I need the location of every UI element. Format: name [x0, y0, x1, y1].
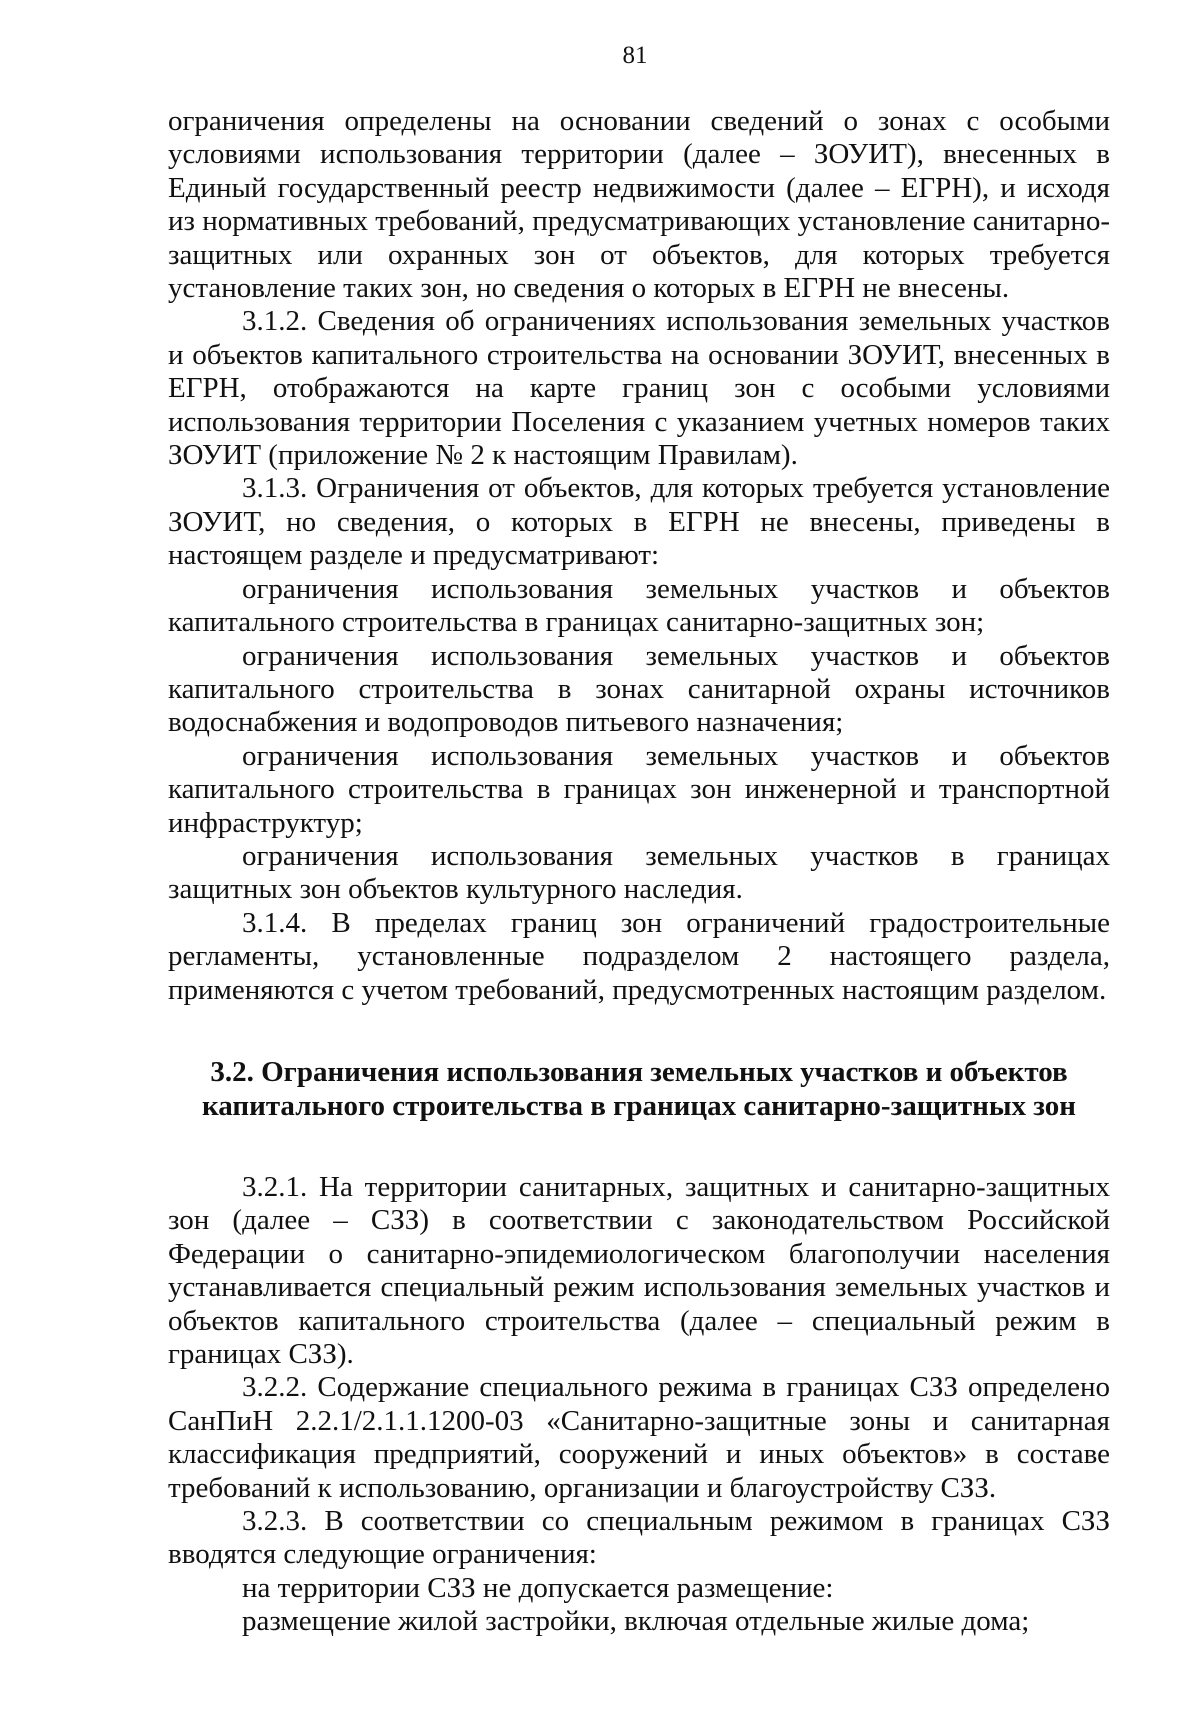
- paragraph-3-1-3: 3.1.3. Ограничения от объектов, для которых требуется установление ЗОУИТ, но сведения, о которых в ЕГРН не внесены, приведены в настоящем разделе и предусматривают:: [168, 472, 1110, 572]
- paragraph-intro: ограничения определены на основании сведений о зонах с особыми условиями использования территории (далее – ЗОУИТ), внесенных в Единый государственный реестр недвижимости (далее – ЕГРН), и исходя из нормативных требований, предусматривающих установление санитарно-защитных или охранных зон от объектов, для которых требуется установление таких зон, но сведения о которых в ЕГРН не внесены.: [168, 105, 1110, 305]
- list-item: ограничения использования земельных участков и объектов капитального строительства в границах зон инженерной и транспортной инфраструктур;: [168, 739, 1110, 839]
- list-item: ограничения использования земельных участков и объектов капитального строительства в границах санитарно-защитных зон;: [168, 572, 1110, 639]
- list-item: размещение жилой застройки, включая отдельные жилые дома;: [242, 1605, 1030, 1638]
- paragraph-3-2-2: 3.2.2. Содержание специального режима в границах СЗЗ определено СанПиН 2.2.1/2.1.1.1200-03 «Санитарно-защитные зоны и санитарная классификация предприятий, сооружений и иных объектов» в составе требований к использованию, организации и благоустройству СЗЗ.: [168, 1371, 1110, 1504]
- list-item: на территории СЗЗ не допускается размещение:: [242, 1571, 834, 1604]
- paragraph-3-2-3: 3.2.3. В соответствии со специальным режимом в границах СЗЗ вводятся следующие ограничения:: [168, 1505, 1110, 1571]
- section-heading-line-2: капитального строительства в границах санитарно-защитных зон: [202, 1089, 1076, 1122]
- page-number: 81: [622, 42, 648, 69]
- list-item: ограничения использования земельных участков в границах защитных зон объектов культурного наследия.: [168, 839, 1110, 906]
- section-heading-line-1: 3.2. Ограничения использования земельных участков и объектов: [210, 1055, 1068, 1088]
- paragraph-3-1-4: 3.1.4. В пределах границ зон ограничений градостроительные регламенты, установленные подразделом 2 настоящего раздела, применяются с учетом требований, предусмотренных настоящим разделом.: [168, 906, 1110, 1006]
- section-heading: [168, 1055, 1110, 1123]
- paragraph-3-1-2: 3.1.2. Сведения об ограничениях использования земельных участков и объектов капитального строительства на основании ЗОУИТ, внесенных в ЕГРН, отображаются на карте границ зон с особыми условиями использования территории Поселения с указанием учетных номеров таких ЗОУИТ (приложение № 2 к настоящим Правилам).: [168, 305, 1110, 472]
- list-item: ограничения использования земельных участков и объектов капитального строительства в зонах санитарной охраны источников водоснабжения и водопроводов питьевого назначения;: [168, 639, 1110, 739]
- paragraph-3-2-1: 3.2.1. На территории санитарных, защитных и санитарно-защитных зон (далее – СЗЗ) в соответствии с законодательством Российской Федерации о санитарно-эпидемиологическом благополучии населения устанавливается специальный режим использования земельных участков и объектов капитального строительства (далее – специальный режим в границах СЗЗ).: [168, 1170, 1110, 1370]
- document-body: [168, 105, 1110, 1639]
